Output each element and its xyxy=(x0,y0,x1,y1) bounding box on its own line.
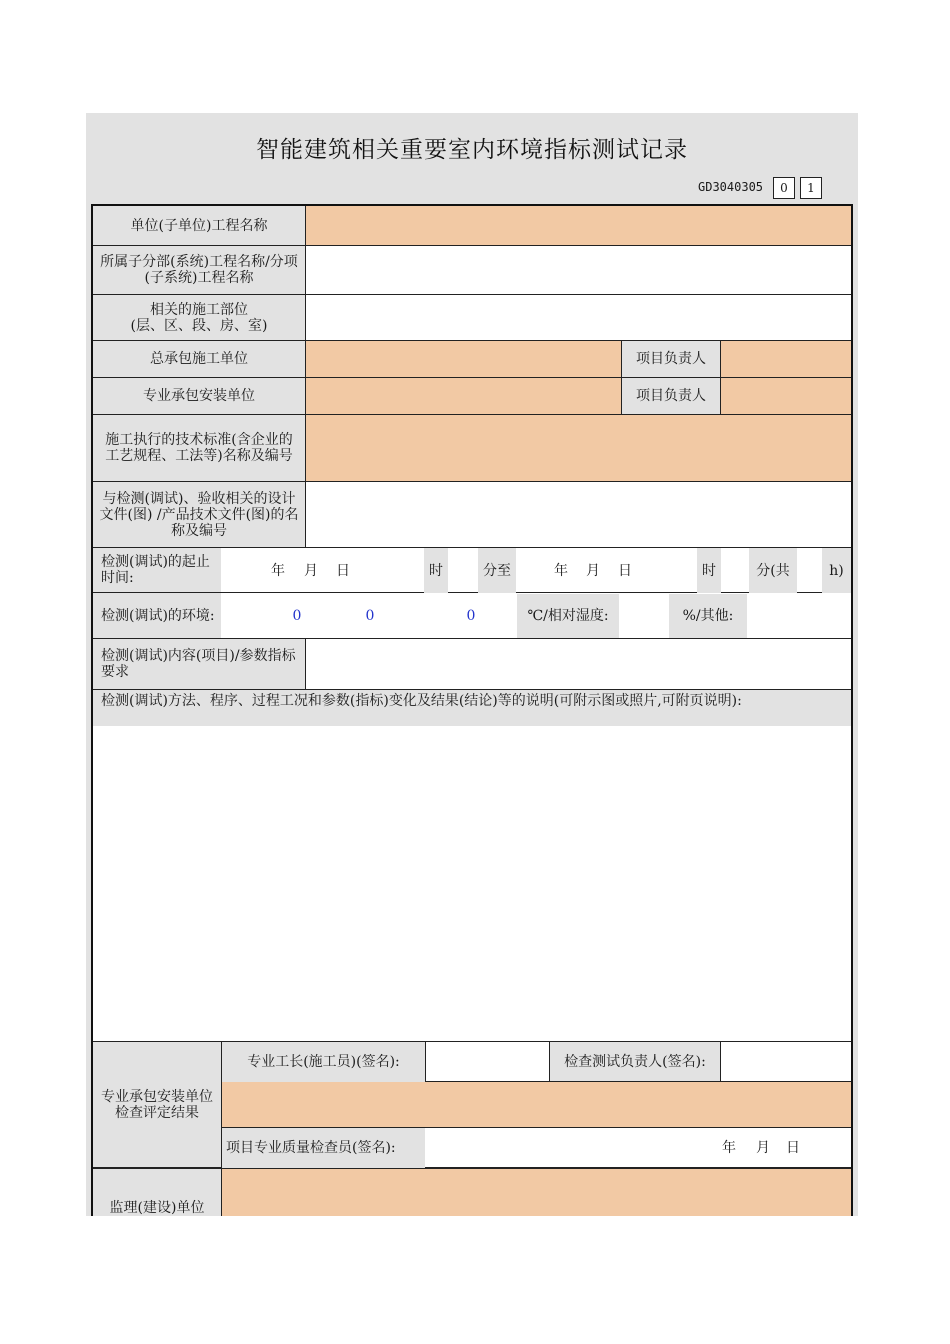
label-evaluation xyxy=(93,1042,221,1168)
time-start-day: 日 xyxy=(328,556,358,586)
test-lead-sign-field[interactable] xyxy=(720,1042,851,1082)
time-end-month: 月 xyxy=(578,556,608,586)
label-specialty-contractor: 专业承包安装单位 xyxy=(93,378,305,415)
eval-date-day: 日 xyxy=(778,1134,808,1162)
method-field[interactable] xyxy=(93,726,851,1042)
label-supervision: 监理(建设)单位 xyxy=(93,1169,221,1216)
label-inspector: 项目专业质量检查员(签名): xyxy=(221,1128,425,1168)
label-location-line2: (层、区、段、房、室) xyxy=(130,317,268,334)
specialty-contractor-field[interactable] xyxy=(305,378,621,415)
time-h-close: h) xyxy=(822,548,851,593)
time-end-year: 年 xyxy=(545,556,577,586)
form-code-text: GD3040305 xyxy=(698,180,764,194)
standard-field[interactable] xyxy=(305,415,851,482)
label-project-manager-2: 项目负责人 xyxy=(621,378,720,415)
label-method: 检测(调试)方法、程序、过程工况和参数(指标)变化及结果(结论)等的说明(可附示图或照片,可附页说明): xyxy=(93,690,851,726)
env-other: %/其他: xyxy=(669,594,747,638)
project-name-field[interactable] xyxy=(305,206,851,246)
label-content: 检测(调试)内容(项目)/参数指标要求 xyxy=(93,639,305,690)
project-manager-1-field[interactable] xyxy=(720,341,851,378)
time-start-hour: 时 xyxy=(424,548,448,593)
design-docs-field[interactable] xyxy=(305,482,851,548)
env-value-2[interactable]: 0 xyxy=(355,600,385,632)
eval-date-month: 月 xyxy=(748,1134,778,1162)
label-evaluation-line2: 检查评定结果 xyxy=(115,1104,199,1121)
time-start-month: 月 xyxy=(296,556,326,586)
time-min-total: 分(共 xyxy=(749,548,797,593)
label-location-line1: 相关的施工部位 xyxy=(150,301,248,318)
general-contractor-field[interactable] xyxy=(305,341,621,378)
label-project-manager-1: 项目负责人 xyxy=(621,341,720,378)
label-evaluation-line1: 专业承包安装单位 xyxy=(101,1088,213,1105)
label-design-docs: 与检测(调试)、验收相关的设计文件(图) /产品技术文件(图)的名称及编号 xyxy=(93,482,305,548)
page-title: 智能建筑相关重要室内环境指标测试记录 xyxy=(256,137,688,163)
time-min-to: 分至 xyxy=(478,548,516,593)
label-location xyxy=(93,295,305,341)
label-general-contractor: 总承包施工单位 xyxy=(93,341,305,378)
time-start-year: 年 xyxy=(262,556,294,586)
env-value-3[interactable]: 0 xyxy=(456,600,486,632)
code-box-1[interactable]: 0 xyxy=(773,177,795,199)
label-project-name: 单位(子单位)工程名称 xyxy=(93,206,305,246)
time-end-day: 日 xyxy=(610,556,640,586)
project-manager-2-field[interactable] xyxy=(720,378,851,415)
label-foreman: 专业工长(施工员)(签名): xyxy=(221,1042,425,1082)
time-end-hour: 时 xyxy=(697,548,721,593)
supervision-field[interactable] xyxy=(221,1169,851,1216)
foreman-sign-field[interactable] xyxy=(425,1042,549,1082)
eval-date-year: 年 xyxy=(714,1134,744,1162)
label-standard: 施工执行的技术标准(含企业的工艺规程、工法等)名称及编号 xyxy=(93,415,305,482)
form-code xyxy=(86,177,858,201)
label-sub-project: 所属子分部(系统)工程名称/分项(子系统)工程名称 xyxy=(93,246,305,295)
env-value-1[interactable]: 0 xyxy=(282,600,312,632)
sub-project-field[interactable] xyxy=(305,246,851,295)
label-environment: 检测(调试)的环境: xyxy=(93,593,221,639)
label-test-lead: 检查测试负责人(签名): xyxy=(549,1042,720,1082)
evaluation-result-field[interactable] xyxy=(221,1082,851,1128)
label-time: 检测(调试)的起止时间: xyxy=(93,548,221,593)
code-box-2[interactable]: 1 xyxy=(800,177,822,199)
content-field[interactable] xyxy=(305,639,851,690)
location-field[interactable] xyxy=(305,295,851,341)
env-temp-humidity: ℃/相对湿度: xyxy=(517,594,619,638)
